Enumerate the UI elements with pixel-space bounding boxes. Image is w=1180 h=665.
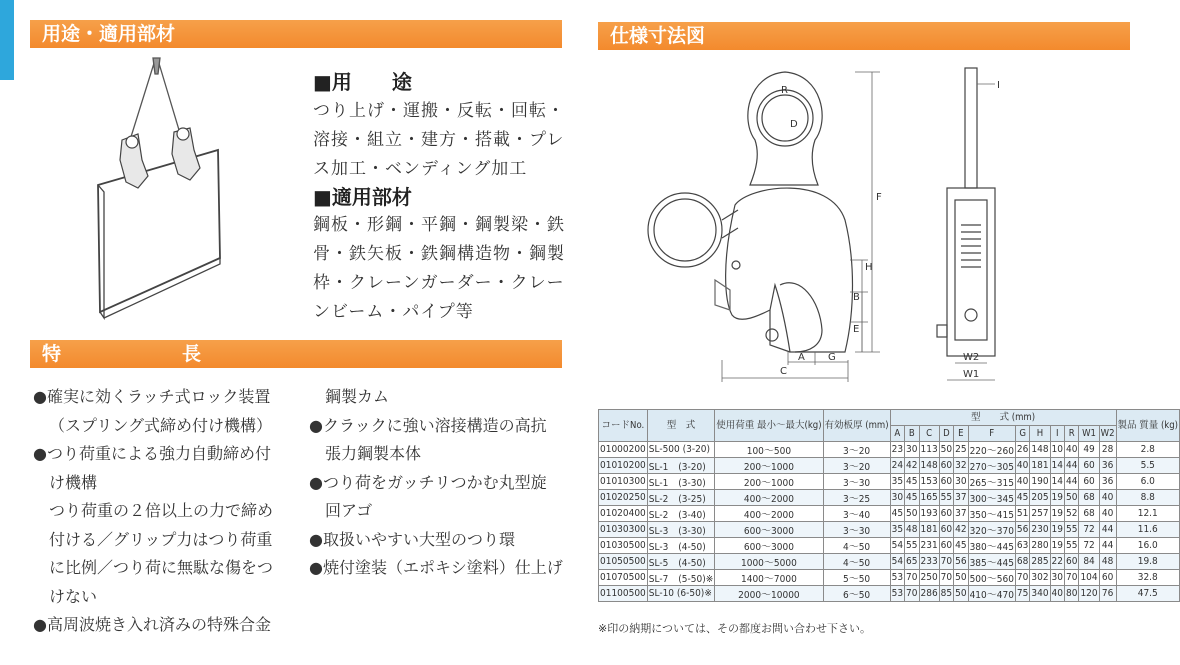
table-cell: 55 <box>939 490 953 506</box>
table-row <box>599 458 1180 474</box>
table-cell: 70 <box>1015 570 1029 586</box>
table-cell: 22 <box>1050 554 1064 570</box>
table-cell: 181 <box>1030 458 1050 474</box>
table-cell: SL-500 (3-20) <box>647 442 715 458</box>
table-cell: SL-5 (4-50) <box>647 554 715 570</box>
feature-line: ●取扱いやすい大型のつり環 <box>309 529 515 549</box>
table-cell: 60 <box>939 538 953 554</box>
features-section-header: 特 長 <box>30 340 562 368</box>
table-cell: 30 <box>954 474 968 490</box>
table-cell: 60 <box>1079 458 1099 474</box>
dim-col-header: G <box>1015 426 1029 442</box>
table-cell: 30 <box>1050 570 1064 586</box>
table-cell: 36 <box>1099 474 1116 490</box>
table-cell: 50 <box>939 442 953 458</box>
table-cell: 47.5 <box>1116 586 1179 602</box>
clamp-body <box>726 188 853 352</box>
table-cell: 70 <box>939 570 953 586</box>
table-cell: 280 <box>1030 538 1050 554</box>
table-cell: 3～40 <box>823 506 890 522</box>
table-cell: 12.1 <box>1116 506 1179 522</box>
table-row <box>599 538 1180 554</box>
delivery-note: ※印の納期については、その都度お問い合わせ下さい。 <box>598 622 871 635</box>
table-cell: 26 <box>1015 442 1029 458</box>
table-cell: 85 <box>939 586 953 602</box>
col-mass: 製品 質量 (kg) <box>1116 410 1179 442</box>
usage-body <box>313 97 565 184</box>
table-cell: 19.8 <box>1116 554 1179 570</box>
large-ring <box>648 193 722 267</box>
table-cell: SL-3 (3-30) <box>647 522 715 538</box>
table-cell: 3～20 <box>823 442 890 458</box>
materials-title: ■適用部材 <box>313 185 412 209</box>
features-right-column <box>309 383 563 583</box>
table-cell: 32.8 <box>1116 570 1179 586</box>
table-cell: 5～50 <box>823 570 890 586</box>
feature-line: つり荷重の２倍以上の力で締め <box>49 501 274 520</box>
table-cell: 32 <box>954 458 968 474</box>
table-cell: 44 <box>1065 474 1079 490</box>
table-cell: 01070500 <box>599 570 648 586</box>
table-row <box>599 474 1180 490</box>
col-code: コードNo. <box>599 410 648 442</box>
table-cell: 16.0 <box>1116 538 1179 554</box>
table-cell: 72 <box>1079 538 1099 554</box>
table-cell: 3～25 <box>823 490 890 506</box>
table-row <box>599 522 1180 538</box>
dim-col-header: F <box>968 426 1015 442</box>
label-i: I <box>997 80 1000 91</box>
table-cell: 3～20 <box>823 458 890 474</box>
table-cell: 40 <box>1099 490 1116 506</box>
table-cell: 50 <box>1065 490 1079 506</box>
table-cell: 56 <box>954 554 968 570</box>
table-cell: 200～1000 <box>715 474 823 490</box>
table-cell: SL-7 (5-50)※ <box>647 570 715 586</box>
dim-col-header: A <box>890 426 904 442</box>
table-cell: 302 <box>1030 570 1050 586</box>
table-cell: SL-1 (3-30) <box>647 474 715 490</box>
table-cell: 190 <box>1030 474 1050 490</box>
table-cell: 01100500 <box>599 586 648 602</box>
feature-line: に比例／つり荷に無駄な傷をつ <box>49 558 274 577</box>
materials-body <box>313 211 565 327</box>
table-cell: 148 <box>1030 442 1050 458</box>
table-cell: 55 <box>1065 522 1079 538</box>
table-cell: 40 <box>1050 586 1064 602</box>
table-cell: 28 <box>1099 442 1116 458</box>
label-f: F <box>876 192 882 203</box>
table-cell: 60 <box>939 474 953 490</box>
table-cell: 1000～5000 <box>715 554 823 570</box>
feature-line: ●高周波焼き入れ済みの特殊合金 <box>33 615 271 634</box>
table-cell: 265～315 <box>968 474 1015 490</box>
dim-col-header: I <box>1050 426 1064 442</box>
table-cell: 40 <box>1015 474 1029 490</box>
label-e: E <box>853 324 860 335</box>
table-cell: 75 <box>1015 586 1029 602</box>
col-dimensions: 型 式 (mm) <box>890 410 1116 426</box>
table-row <box>599 554 1180 570</box>
table-cell: 50 <box>954 570 968 586</box>
label-g: G <box>828 352 836 363</box>
table-row <box>599 442 1180 458</box>
table-cell: 11.6 <box>1116 522 1179 538</box>
table-cell: 153 <box>919 474 939 490</box>
table-cell: 54 <box>890 554 904 570</box>
feature-line: ●つり荷重による強力自動締め付 <box>33 444 271 463</box>
table-cell: 84 <box>1079 554 1099 570</box>
col-model: 型 式 <box>647 410 715 442</box>
usage-line: つり上げ・運搬・反転・回転・ <box>313 101 565 121</box>
table-cell: 01030500 <box>599 538 648 554</box>
table-cell: 23 <box>890 442 904 458</box>
dim-col-header: W2 <box>1099 426 1116 442</box>
table-cell: 40 <box>1065 442 1079 458</box>
label-h: H <box>865 262 873 273</box>
table-cell: 19 <box>1050 522 1064 538</box>
front-view-drawing <box>640 60 900 400</box>
table-cell: 48 <box>905 522 919 538</box>
table-cell: 250 <box>919 570 939 586</box>
table-cell: 233 <box>919 554 939 570</box>
table-cell: 55 <box>905 538 919 554</box>
table-cell: 70 <box>1065 570 1079 586</box>
table-cell: 220～260 <box>968 442 1015 458</box>
spec-table-body <box>599 442 1180 602</box>
table-cell: 19 <box>1050 538 1064 554</box>
table-cell: 40 <box>1015 458 1029 474</box>
table-cell: 30 <box>890 490 904 506</box>
usage-line: ス加工・ベンディング加工 <box>313 159 528 179</box>
table-cell: 230 <box>1030 522 1050 538</box>
table-cell: 36 <box>1099 458 1116 474</box>
table-cell: 285 <box>1030 554 1050 570</box>
table-cell: 01020250 <box>599 490 648 506</box>
table-cell: 37 <box>954 490 968 506</box>
table-cell: 500～560 <box>968 570 1015 586</box>
table-cell: 104 <box>1079 570 1099 586</box>
dim-col-header: E <box>954 426 968 442</box>
table-cell: 37 <box>954 506 968 522</box>
table-cell: 14 <box>1050 474 1064 490</box>
feature-line: 回アゴ <box>325 501 373 520</box>
table-cell: 70 <box>905 570 919 586</box>
table-cell: 600～3000 <box>715 522 823 538</box>
spec-section-header: 仕様寸法図 <box>598 22 1130 50</box>
table-cell: 54 <box>890 538 904 554</box>
table-cell: 42 <box>954 522 968 538</box>
table-cell: 56 <box>1015 522 1029 538</box>
table-cell: 44 <box>1099 538 1116 554</box>
table-cell: 45 <box>905 490 919 506</box>
table-cell: 60 <box>939 506 953 522</box>
table-cell: 51 <box>1015 506 1029 522</box>
materials-line: 鋼板・形鋼・平鋼・鋼製梁・鉄 <box>313 215 565 235</box>
table-cell: 19 <box>1050 490 1064 506</box>
table-cell: 60 <box>1065 554 1079 570</box>
table-cell: 01030300 <box>599 522 648 538</box>
table-cell: 286 <box>919 586 939 602</box>
feature-line: け機構 <box>49 472 98 492</box>
table-cell: 181 <box>919 522 939 538</box>
table-cell: 68 <box>1015 554 1029 570</box>
table-cell: 8.8 <box>1116 490 1179 506</box>
table-cell: 3～30 <box>823 522 890 538</box>
table-cell: 35 <box>890 474 904 490</box>
side-view-drawing <box>925 60 1025 395</box>
table-cell: 120 <box>1079 586 1099 602</box>
feature-line: ●つり荷をガッチリつかむ丸型旋 <box>309 472 547 492</box>
label-d: D <box>790 119 798 130</box>
table-cell: SL-2 (3-25) <box>647 490 715 506</box>
dim-col-header: C <box>919 426 939 442</box>
label-w1: W1 <box>963 369 980 380</box>
table-cell: SL-10 (6-50)※ <box>647 586 715 602</box>
materials-line: 骨・鉄矢板・鉄鋼構造物・鋼製 <box>313 244 565 264</box>
table-cell: 55 <box>1065 538 1079 554</box>
table-row <box>599 490 1180 506</box>
feature-line: ●クラックに強い溶接構造の高抗 <box>309 415 547 435</box>
table-cell: 63 <box>1015 538 1029 554</box>
table-cell: 4～50 <box>823 538 890 554</box>
feature-line: けない <box>49 586 98 606</box>
table-cell: 45 <box>1015 490 1029 506</box>
table-cell: 600～3000 <box>715 538 823 554</box>
table-cell: 148 <box>919 458 939 474</box>
table-row <box>599 570 1180 586</box>
page-edge-tab <box>0 0 14 80</box>
materials-line: ンビーム・パイプ等 <box>313 302 474 322</box>
table-cell: 100～500 <box>715 442 823 458</box>
label-r: R <box>781 85 788 96</box>
col-thickness: 有効板厚 (mm) <box>823 410 890 442</box>
feature-line: 張力鋼製本体 <box>325 444 422 463</box>
table-cell: 01010300 <box>599 474 648 490</box>
table-cell: 350～415 <box>968 506 1015 522</box>
table-cell: 19 <box>1050 506 1064 522</box>
table-cell: 42 <box>905 458 919 474</box>
table-cell: 60 <box>1079 474 1099 490</box>
table-cell: 53 <box>890 570 904 586</box>
table-cell: 400～2000 <box>715 506 823 522</box>
table-cell: 30 <box>905 442 919 458</box>
sling-chain-right <box>158 60 182 140</box>
label-c: C <box>780 366 787 377</box>
label-w2: W2 <box>963 352 980 363</box>
feature-line: 付ける／グリップ力はつり荷重 <box>49 529 273 549</box>
usage-section-header: 用途・適用部材 <box>30 20 562 48</box>
table-cell: 320～370 <box>968 522 1015 538</box>
table-cell: 49 <box>1079 442 1099 458</box>
table-cell: 68 <box>1079 490 1099 506</box>
table-cell: SL-1 (3-20) <box>647 458 715 474</box>
table-cell: 193 <box>919 506 939 522</box>
table-cell: 72 <box>1079 522 1099 538</box>
table-cell: 45 <box>905 474 919 490</box>
table-cell: 40 <box>1099 506 1116 522</box>
table-cell: 60 <box>1099 570 1116 586</box>
table-row <box>599 506 1180 522</box>
usage-title: ■用 途 <box>313 70 412 94</box>
table-cell: 410～470 <box>968 586 1015 602</box>
table-cell: 44 <box>1099 522 1116 538</box>
table-cell: 52 <box>1065 506 1079 522</box>
label-b: B <box>853 292 860 303</box>
table-cell: 14 <box>1050 458 1064 474</box>
table-cell: 6～50 <box>823 586 890 602</box>
label-a: A <box>798 352 805 363</box>
table-cell: 3～30 <box>823 474 890 490</box>
table-cell: 48 <box>1099 554 1116 570</box>
table-cell: 01000200 <box>599 442 648 458</box>
table-cell: 50 <box>905 506 919 522</box>
table-row <box>599 586 1180 602</box>
table-cell: 10 <box>1050 442 1064 458</box>
table-cell: 65 <box>905 554 919 570</box>
table-cell: 80 <box>1065 586 1079 602</box>
dim-line-f <box>855 72 880 352</box>
dim-col-header: B <box>905 426 919 442</box>
table-cell: 50 <box>954 586 968 602</box>
table-cell: 44 <box>1065 458 1079 474</box>
table-cell: 113 <box>919 442 939 458</box>
materials-line: 枠・クレーンガーダー・クレー <box>313 273 565 293</box>
table-cell: 257 <box>1030 506 1050 522</box>
spec-table <box>598 409 1180 602</box>
table-cell: 340 <box>1030 586 1050 602</box>
dim-col-header: H <box>1030 426 1050 442</box>
table-cell: 35 <box>890 522 904 538</box>
col-load: 使用荷重 最小～最大(kg) <box>715 410 823 442</box>
dim-col-header: D <box>939 426 953 442</box>
table-cell: 385～445 <box>968 554 1015 570</box>
table-cell: 4～50 <box>823 554 890 570</box>
table-cell: 24 <box>890 458 904 474</box>
table-cell: 01020400 <box>599 506 648 522</box>
table-cell: 5.5 <box>1116 458 1179 474</box>
feature-line: 鋼製カム <box>325 387 390 406</box>
table-cell: 01050500 <box>599 554 648 570</box>
table-cell: 205 <box>1030 490 1050 506</box>
feature-line: ●確実に効くラッチ式ロック装置 <box>33 387 271 406</box>
table-cell: 270～305 <box>968 458 1015 474</box>
table-cell: 380～445 <box>968 538 1015 554</box>
table-cell: 01010200 <box>599 458 648 474</box>
table-cell: 400～2000 <box>715 490 823 506</box>
table-cell: 25 <box>954 442 968 458</box>
dim-col-header: W1 <box>1079 426 1099 442</box>
table-cell: SL-2 (3-40) <box>647 506 715 522</box>
table-cell: 68 <box>1079 506 1099 522</box>
table-cell: 2000～10000 <box>715 586 823 602</box>
table-cell: 231 <box>919 538 939 554</box>
table-cell: 6.0 <box>1116 474 1179 490</box>
table-cell: 76 <box>1099 586 1116 602</box>
dim-col-header: R <box>1065 426 1079 442</box>
clamp-lifting-illustration <box>60 50 300 330</box>
features-left-column <box>33 383 273 640</box>
table-cell: 165 <box>919 490 939 506</box>
table-cell: 60 <box>939 522 953 538</box>
table-cell: 70 <box>939 554 953 570</box>
table-cell: 45 <box>890 506 904 522</box>
table-cell: 300～345 <box>968 490 1015 506</box>
table-cell: SL-3 (4-50) <box>647 538 715 554</box>
feature-line: （スプリング式締め付け機構） <box>49 415 273 435</box>
sling-chain-left <box>130 60 155 140</box>
table-cell: 45 <box>954 538 968 554</box>
table-cell: 60 <box>939 458 953 474</box>
table-cell: 1400～7000 <box>715 570 823 586</box>
steel-plate <box>98 150 220 312</box>
feature-line: ●焼付塗装（エポキシ塗料）仕上げ <box>309 558 563 577</box>
table-cell: 53 <box>890 586 904 602</box>
table-cell: 200～1000 <box>715 458 823 474</box>
usage-line: 溶接・組立・建方・搭載・プレ <box>313 130 565 150</box>
table-cell: 2.8 <box>1116 442 1179 458</box>
table-cell: 70 <box>905 586 919 602</box>
